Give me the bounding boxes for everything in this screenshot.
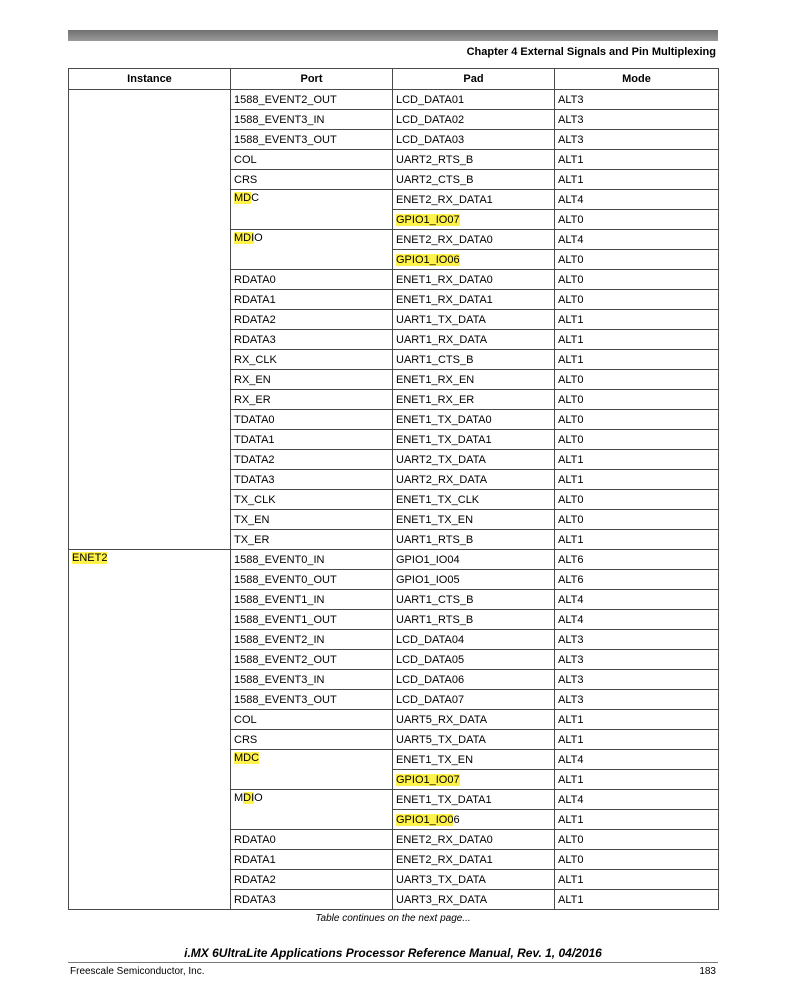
pad-cell [393,610,555,630]
pad-cell [393,830,555,850]
cell-text: TDATA0 [234,413,275,426]
port-cell [231,830,393,850]
pad-cell [393,690,555,710]
mode-cell: ALT1 [555,470,719,490]
cell-text: UART2_TX_DATA [396,453,486,466]
mode-cell: ALT1 [555,730,719,750]
port-cell [231,430,393,450]
cell-text: RDATA1 [234,293,276,306]
cell-text: RDATA2 [234,313,276,326]
cell-text: 1588_EVENT3_OUT [234,133,337,146]
mode-cell: ALT4 [555,610,719,630]
cell-text: 1588_EVENT0_IN [234,553,325,566]
mode-cell: ALT3 [555,630,719,650]
company-name: Freescale Semiconductor, Inc. [70,966,205,977]
mode-cell: ALT6 [555,570,719,590]
mode-cell: ALT4 [555,190,719,210]
cell-text: UART1_RTS_B [396,533,474,546]
cell-text: ENET1_RX_DATA1 [396,293,493,306]
instance-cell [69,90,231,550]
mode-cell: ALT3 [555,650,719,670]
highlighted-text: MD [234,192,252,204]
pad-cell [393,90,555,110]
pad-cell [393,150,555,170]
cell-text: CRS [234,173,258,186]
cell-text: RX_ER [234,393,271,406]
cell-text: UART1_CTS_B [396,593,474,606]
mode-cell: ALT0 [555,830,719,850]
cell-text: RDATA0 [234,833,276,846]
cell-text: TDATA1 [234,433,275,446]
cell-text: ENET1_TX_EN [396,753,474,766]
port-cell [231,630,393,650]
cell-text: RDATA0 [234,273,276,286]
pad-cell [393,870,555,890]
pad-cell [393,750,555,770]
port-cell [231,130,393,150]
column-header-mode: Mode [555,69,719,90]
highlighted-text: GPIO1_IO07 [396,773,460,786]
mode-cell: ALT4 [555,230,719,250]
port-cell [231,90,393,110]
pad-cell [393,490,555,510]
pad-cell [393,570,555,590]
instance-label: ENET2 [72,552,108,564]
port-cell [231,450,393,470]
pad-cell [393,370,555,390]
pad-cell [393,190,555,210]
cell-text: LCD_DATA07 [396,693,465,706]
mode-cell: ALT1 [555,150,719,170]
mode-cell: ALT0 [555,850,719,870]
cell-text: 1588_EVENT2_OUT [234,93,337,106]
mode-cell: ALT4 [555,790,719,810]
cell-text: LCD_DATA06 [396,673,465,686]
mode-cell: ALT1 [555,870,719,890]
mode-cell: ALT1 [555,450,719,470]
mode-cell: ALT1 [555,890,719,910]
port-cell [231,650,393,670]
cell-text: C [251,192,260,204]
cell-text: 1588_EVENT3_OUT [234,693,337,706]
pad-cell [393,770,555,790]
cell-text: ENET2_RX_DATA0 [396,833,493,846]
cell-text: UART5_TX_DATA [396,733,486,746]
cell-text: TX_CLK [234,493,276,506]
port-cell [231,510,393,530]
port-cell [231,590,393,610]
port-cell [231,890,393,910]
cell-text: COL [234,713,257,726]
cell-text: UART3_TX_DATA [396,873,486,886]
pad-cell [393,410,555,430]
port-cell [231,170,393,190]
mode-cell: ALT1 [555,810,719,830]
port-cell [231,370,393,390]
mode-cell: ALT0 [555,510,719,530]
column-header-port: Port [231,69,393,90]
continuation-note: Table continues on the next page... [315,913,471,924]
table-body [69,90,719,910]
cell-text: TX_ER [234,533,270,546]
page-number: 183 [699,966,716,977]
cell-text: UART1_TX_DATA [396,313,486,326]
cell-text: TX_EN [234,513,270,526]
port-cell [231,670,393,690]
port-cell [231,150,393,170]
footer-rule [68,962,718,963]
pad-cell [393,450,555,470]
mode-cell: ALT1 [555,170,719,190]
pad-cell [393,110,555,130]
port-cell [231,570,393,590]
pad-cell [393,550,555,570]
cell-text: UART1_RTS_B [396,613,474,626]
cell-text: UART2_CTS_B [396,173,474,186]
cell-text: ENET1_TX_DATA0 [396,413,492,426]
mode-cell: ALT0 [555,270,719,290]
mode-cell: ALT4 [555,750,719,770]
cell-text: ENET2_RX_DATA0 [396,233,493,246]
cell-text: RX_CLK [234,353,277,366]
pad-cell [393,710,555,730]
pad-cell [393,810,555,830]
pad-cell [393,510,555,530]
port-cell [231,550,393,570]
column-header-pad: Pad [393,69,555,90]
cell-text: 1588_EVENT1_IN [234,593,325,606]
pad-cell [393,310,555,330]
cell-text: ENET2_RX_DATA1 [396,853,493,866]
mode-cell: ALT0 [555,410,719,430]
mode-cell: ALT1 [555,350,719,370]
cell-text: LCD_DATA05 [396,653,465,666]
mode-cell: ALT1 [555,310,719,330]
cell-text: LCD_DATA02 [396,113,465,126]
pad-cell [393,210,555,230]
cell-text: GPIO1_IO05 [396,573,460,586]
cell-text: LCD_DATA04 [396,633,465,646]
cell-text: 1588_EVENT2_IN [234,633,325,646]
port-cell [231,310,393,330]
mode-cell: ALT0 [555,370,719,390]
highlighted-text: MDC [234,752,260,764]
cell-text: ENET1_RX_ER [396,393,475,406]
port-cell [231,790,393,830]
highlighted-text: DI [243,792,255,804]
manual-title: i.MX 6UltraLite Applications Processor Reference Manual, Rev. 1, 04/2016 [184,946,602,960]
cell-text: CRS [234,733,258,746]
cell-text: M [234,792,244,804]
mode-cell: ALT3 [555,670,719,690]
table-header-row [69,69,719,90]
cell-text: 1588_EVENT0_OUT [234,573,337,586]
pad-cell [393,470,555,490]
pad-cell [393,590,555,610]
cell-text: 1588_EVENT1_OUT [234,613,337,626]
mode-cell: ALT1 [555,530,719,550]
signal-mux-table [68,68,719,910]
cell-text: UART3_RX_DATA [396,893,488,906]
table-row [69,90,719,110]
cell-text: 1588_EVENT3_IN [234,113,325,126]
pad-cell [393,730,555,750]
cell-text: 1588_EVENT3_IN [234,673,325,686]
port-cell [231,410,393,430]
pad-cell [393,270,555,290]
cell-text: LCD_DATA01 [396,93,465,106]
column-header-instance: Instance [69,69,231,90]
cell-text: ENET2_RX_DATA1 [396,193,493,206]
mode-cell: ALT6 [555,550,719,570]
instance-cell [69,550,231,910]
cell-text: RDATA2 [234,873,276,886]
mode-cell: ALT3 [555,110,719,130]
mode-cell: ALT1 [555,710,719,730]
highlighted-text: GPIO1_IO0 [396,813,454,826]
highlighted-text: GPIO1_IO07 [396,213,460,226]
port-cell [231,750,393,790]
cell-text: TDATA3 [234,473,275,486]
cell-text: ENET1_TX_DATA1 [396,793,492,806]
cell-text: UART2_RTS_B [396,153,474,166]
pad-cell [393,350,555,370]
pad-cell [393,290,555,310]
cell-text: ENET1_RX_DATA0 [396,273,493,286]
pad-cell [393,630,555,650]
pad-cell [393,530,555,550]
port-cell [231,850,393,870]
mode-cell: ALT0 [555,290,719,310]
cell-text: UART1_RX_DATA [396,333,488,346]
pad-cell [393,230,555,250]
cell-text: RDATA3 [234,893,276,906]
cell-text: GPIO1_IO04 [396,553,460,566]
port-cell [231,610,393,630]
cell-text: 1588_EVENT2_OUT [234,653,337,666]
port-cell [231,730,393,750]
cell-text: ENET1_TX_DATA1 [396,433,492,446]
port-cell [231,190,393,230]
cell-text: RX_EN [234,373,271,386]
cell-text: O [254,232,263,244]
port-cell [231,290,393,310]
cell-text: 6 [453,813,460,826]
mode-cell: ALT0 [555,490,719,510]
pad-cell [393,130,555,150]
pad-cell [393,170,555,190]
cell-text: TDATA2 [234,453,275,466]
port-cell [231,870,393,890]
pad-cell [393,890,555,910]
mode-cell: ALT1 [555,770,719,790]
cell-text: UART2_RX_DATA [396,473,488,486]
cell-text: RDATA1 [234,853,276,866]
mode-cell: ALT3 [555,130,719,150]
pad-cell [393,850,555,870]
chapter-title: Chapter 4 External Signals and Pin Multiplexing [466,46,716,58]
mode-cell: ALT0 [555,390,719,410]
cell-text: COL [234,153,257,166]
cell-text: UART5_RX_DATA [396,713,488,726]
pad-cell [393,390,555,410]
cell-text: ENET1_TX_CLK [396,493,480,506]
port-cell [231,350,393,370]
port-cell [231,270,393,290]
mode-cell: ALT0 [555,210,719,230]
pad-cell [393,790,555,810]
pad-cell [393,330,555,350]
pad-cell [393,650,555,670]
port-cell [231,690,393,710]
header-bar [68,30,718,41]
mode-cell: ALT4 [555,590,719,610]
port-cell [231,530,393,550]
table-row [69,550,719,570]
mode-cell: ALT0 [555,430,719,450]
port-cell [231,490,393,510]
port-cell [231,470,393,490]
pad-cell [393,670,555,690]
cell-text: UART1_CTS_B [396,353,474,366]
highlighted-text: MDI [234,232,255,244]
cell-text: RDATA3 [234,333,276,346]
mode-cell: ALT1 [555,330,719,350]
pad-cell [393,250,555,270]
port-cell [231,390,393,410]
mode-cell: ALT0 [555,250,719,270]
highlighted-text: GPIO1_IO06 [396,253,460,266]
port-cell [231,230,393,270]
pad-cell [393,430,555,450]
mode-cell: ALT3 [555,90,719,110]
port-cell [231,710,393,730]
port-cell [231,330,393,350]
cell-text: LCD_DATA03 [396,133,465,146]
cell-text: O [254,792,263,804]
cell-text: ENET1_RX_EN [396,373,475,386]
mode-cell: ALT3 [555,690,719,710]
port-cell [231,110,393,130]
cell-text: ENET1_TX_EN [396,513,474,526]
